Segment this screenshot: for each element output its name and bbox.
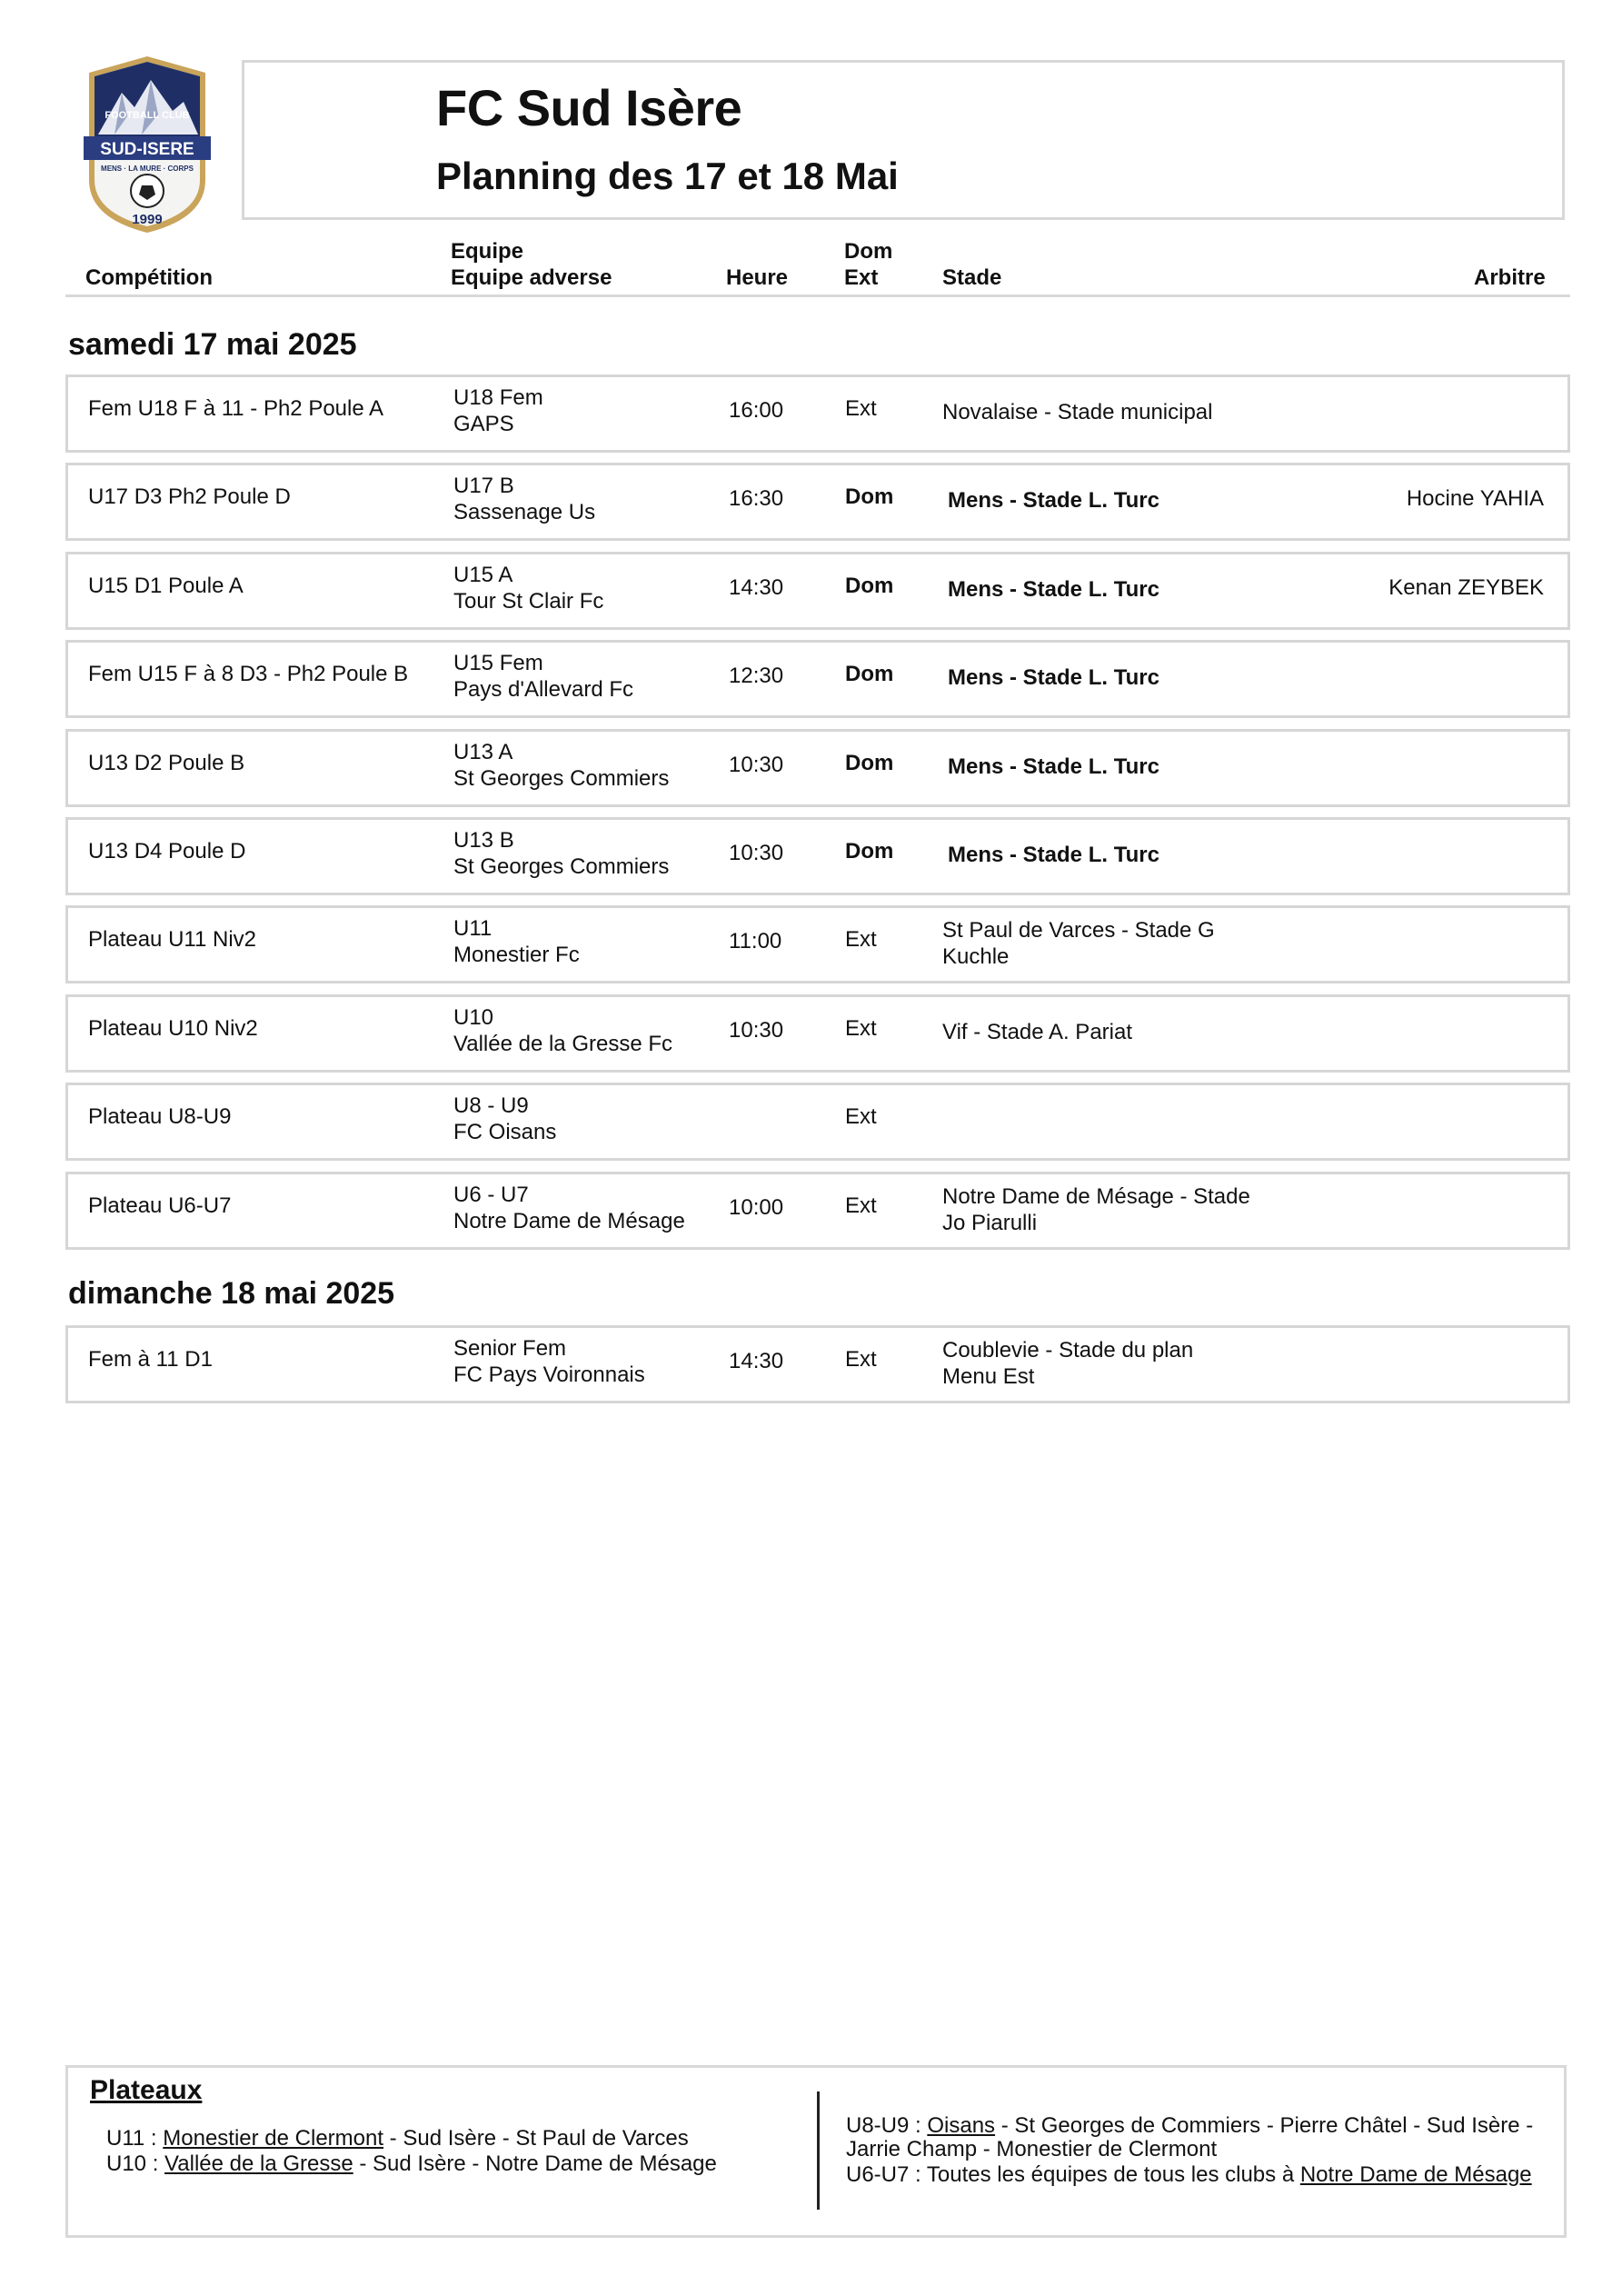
club-logo [78,53,216,235]
page-subtitle: Planning des 17 et 18 Mai [436,155,899,197]
time-cell: 10:30 [729,753,784,777]
col-competition: Compétition [85,265,213,290]
plateau-u89: U8-U9 : Oisans - St Georges de Commiers - Pierre Châtel - Sud Isère - [846,2113,1534,2138]
competition-cell: U15 D1 Poule A [88,574,244,598]
competition-cell: Plateau U10 Niv2 [88,1016,258,1041]
competition-cell: Plateau U11 Niv2 [88,927,256,952]
domext-cell: Dom [845,574,894,598]
page-title: FC Sud Isère [436,79,742,136]
time-cell: 10:30 [729,1018,784,1043]
team-cell: Senior Fem FC Pays Voironnais [453,1336,645,1387]
link-notre-dame[interactable]: Notre Dame de Mésage [1299,2162,1532,2187]
competition-cell: U13 D4 Poule D [88,839,246,863]
col-domext: Dom Ext [844,239,893,290]
team-cell: U17 B Sassenage Us [453,474,596,524]
day-heading: dimanche 18 mai 2025 [68,1276,395,1311]
stade-cell: Mens - Stade L. Turc [948,665,1159,690]
team-cell: U13 A St Georges Commiers [453,740,670,791]
match-row [65,1325,1570,1403]
match-row [65,729,1570,807]
match-row [65,640,1570,718]
plateau-u11: U11 : Monestier de Clermont - Sud Isère - St Paul de Varces [106,2126,689,2151]
time-cell: 16:00 [729,398,784,423]
stade-cell: Mens - Stade L. Turc [948,577,1159,602]
domext-cell: Ext [845,1193,877,1218]
col-arbitre: Arbitre [1474,265,1546,290]
domext-cell: Dom [845,484,894,509]
link-oisans[interactable]: Oisans [927,2113,996,2138]
stade-cell: Vif - Stade A. Pariat [942,1020,1133,1044]
competition-cell: U17 D3 Ph2 Poule D [88,484,291,509]
match-row [65,817,1570,895]
time-cell: 10:00 [729,1195,784,1220]
time-cell: 16:30 [729,486,784,511]
plateau-u89-cont: Jarrie Champ - Monestier de Clermont [846,2137,1218,2161]
arbitre-cell: Kenan ZEYBEK [1388,575,1544,600]
match-row [65,1083,1570,1161]
plateaux-title: Plateaux [90,2075,203,2105]
competition-cell: Fem à 11 D1 [88,1347,213,1372]
team-cell: U15 A Tour St Clair Fc [453,563,604,614]
team-cell: U18 Fem GAPS [453,385,543,436]
svg-text:SUD-ISERE: SUD-ISERE [100,140,194,159]
match-row [65,1172,1570,1250]
time-cell: 11:00 [729,929,782,953]
stade-cell: Mens - Stade L. Turc [948,488,1159,513]
team-cell: U13 B St Georges Commiers [453,828,670,879]
competition-cell: Plateau U8-U9 [88,1104,232,1129]
domext-cell: Dom [845,839,894,863]
link-monestier[interactable]: Monestier de Clermont [163,2126,384,2151]
stade-cell: Novalaise - Stade municipal [942,400,1213,424]
svg-text:1999: 1999 [132,212,163,227]
plateaux-divider [817,2091,820,2210]
svg-text:FOOTBALL CLUB: FOOTBALL CLUB [104,110,190,121]
team-cell: U11 Monestier Fc [453,916,580,967]
plateau-u67: U6-U7 : Toutes les équipes de tous les clubs à Notre Dame de Mésage [846,2162,1532,2187]
col-equipe: Equipe Equipe adverse [451,239,612,290]
stade-cell: Coublevie - Stade du plan Menu Est [942,1338,1194,1389]
stade-cell: St Paul de Varces - Stade G Kuchle [942,918,1215,969]
plateau-u10: U10 : Vallée de la Gresse - Sud Isère - Notre Dame de Mésage [106,2151,717,2176]
team-cell: U15 Fem Pays d'Allevard Fc [453,651,633,702]
competition-cell: Fem U18 F à 11 - Ph2 Poule A [88,396,384,421]
link-vallee-gresse[interactable]: Vallée de la Gresse [164,2151,353,2176]
time-cell: 14:30 [729,575,784,600]
svg-text:MENS · LA MURE · CORPS: MENS · LA MURE · CORPS [101,165,194,173]
domext-cell: Ext [845,1347,877,1372]
plateaux-box [65,2065,1567,2238]
col-heure: Heure [726,265,789,290]
team-cell: U6 - U7 Notre Dame de Mésage [453,1183,685,1233]
domext-cell: Dom [845,751,894,775]
header-divider [65,294,1570,297]
competition-cell: U13 D2 Poule B [88,751,245,775]
competition-cell: Fem U15 F à 8 D3 - Ph2 Poule B [88,662,409,686]
time-cell: 14:30 [729,1349,784,1373]
match-row [65,552,1570,630]
competition-cell: Plateau U6-U7 [88,1193,232,1218]
team-cell: U10 Vallée de la Gresse Fc [453,1005,672,1056]
stade-cell: Mens - Stade L. Turc [948,843,1159,867]
col-stade: Stade [942,265,1002,290]
domext-cell: Dom [845,662,894,686]
match-row [65,374,1570,453]
domext-cell: Ext [845,1016,877,1041]
arbitre-cell: Hocine YAHIA [1406,486,1544,511]
stade-cell: Mens - Stade L. Turc [948,754,1159,779]
team-cell: U8 - U9 FC Oisans [453,1093,557,1144]
match-row [65,905,1570,983]
domext-cell: Ext [845,1104,877,1129]
time-cell: 10:30 [729,841,784,865]
stade-cell: Notre Dame de Mésage - Stade Jo Piarulli [942,1184,1250,1235]
domext-cell: Ext [845,396,877,421]
domext-cell: Ext [845,927,877,952]
time-cell: 12:30 [729,664,784,688]
match-row [65,463,1570,541]
match-row [65,994,1570,1073]
day-heading: samedi 17 mai 2025 [68,327,357,362]
